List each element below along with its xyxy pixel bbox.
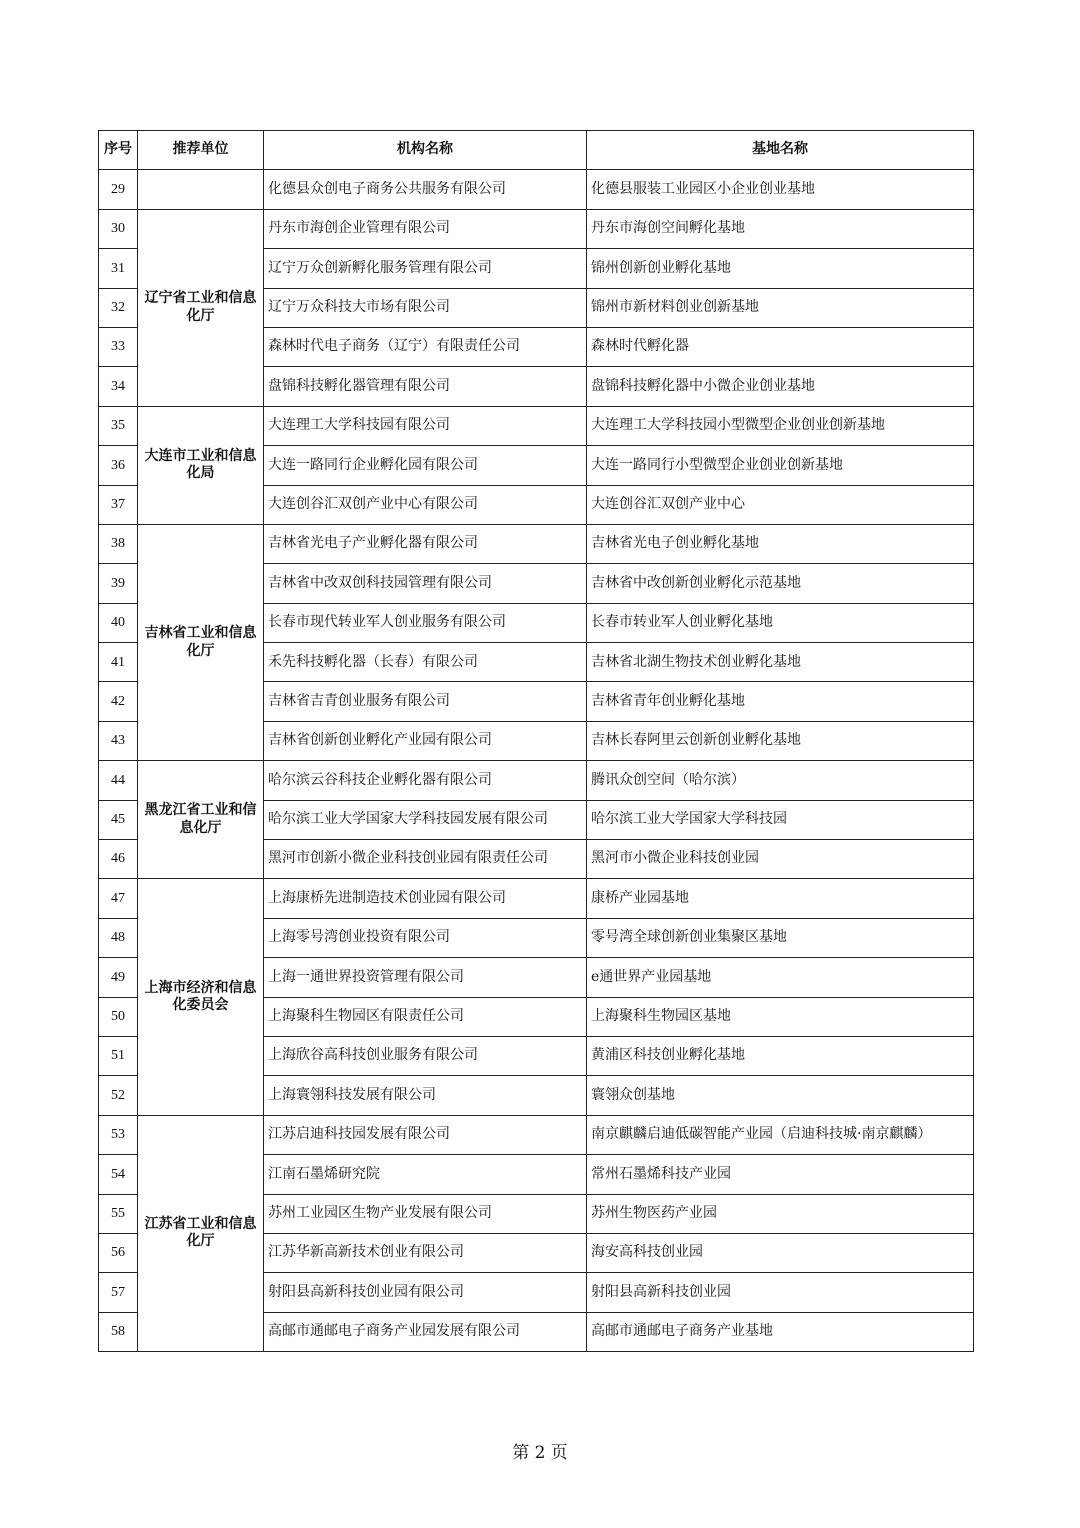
table-row (99, 1115, 974, 1154)
institution-name: 哈尔滨云谷科技企业孵化器有限公司 (264, 761, 587, 800)
institution-name: 辽宁万众创新孵化服务管理有限公司 (264, 249, 587, 288)
recommending-unit: 江苏省工业和信息化厅 (138, 1115, 264, 1351)
base-name: 锦州市新材料创业创新基地 (587, 288, 974, 327)
row-number: 33 (99, 327, 138, 366)
institution-name: 江苏启迪科技园发展有限公司 (264, 1115, 587, 1154)
row-number: 36 (99, 446, 138, 485)
header-org: 机构名称 (264, 131, 587, 170)
institution-name: 上海欣谷高科技创业服务有限公司 (264, 1036, 587, 1075)
base-name: 化德县服装工业园区小企业创业基地 (587, 170, 974, 209)
institution-name: 射阳县高新科技创业园有限公司 (264, 1273, 587, 1312)
table-row (99, 524, 974, 563)
page-number: 第 2 页 (512, 1443, 568, 1463)
institution-name: 上海聚科生物园区有限责任公司 (264, 997, 587, 1036)
institution-name: 吉林省光电子产业孵化器有限公司 (264, 524, 587, 563)
table-row (99, 170, 974, 209)
base-name: 盘锦科技孵化器中小微企业创业基地 (587, 367, 974, 406)
recommending-unit: 上海市经济和信息化委员会 (138, 879, 264, 1115)
base-name: 大连理工大学科技园小型微型企业创业创新基地 (587, 406, 974, 445)
row-number: 51 (99, 1036, 138, 1075)
institution-name: 上海康桥先进制造技术创业园有限公司 (264, 879, 587, 918)
table-header-row (99, 131, 974, 170)
table-row (99, 761, 974, 800)
base-name: 射阳县高新科技创业园 (587, 1273, 974, 1312)
row-number: 40 (99, 603, 138, 642)
base-name: 丹东市海创空间孵化基地 (587, 209, 974, 248)
row-number: 31 (99, 249, 138, 288)
row-number: 46 (99, 840, 138, 879)
base-name: 南京麒麟启迪低碳智能产业园（启迪科技城·南京麒麟） (587, 1115, 974, 1154)
row-number: 32 (99, 288, 138, 327)
table-row (99, 879, 974, 918)
base-name: 吉林省光电子创业孵化基地 (587, 524, 974, 563)
institution-name: 大连创谷汇双创产业中心有限公司 (264, 485, 587, 524)
row-number: 56 (99, 1233, 138, 1272)
row-number: 29 (99, 170, 138, 209)
row-number: 50 (99, 997, 138, 1036)
row-number: 53 (99, 1115, 138, 1154)
base-name: 上海聚科生物园区基地 (587, 997, 974, 1036)
header-no: 序号 (99, 131, 138, 170)
base-name: 常州石墨烯科技产业园 (587, 1155, 974, 1194)
institution-name: 大连理工大学科技园有限公司 (264, 406, 587, 445)
row-number: 35 (99, 406, 138, 445)
institution-table (98, 130, 974, 1352)
recommending-unit: 辽宁省工业和信息化厅 (138, 209, 264, 406)
recommending-unit (138, 170, 264, 209)
row-number: 41 (99, 643, 138, 682)
base-name: 吉林省中改创新创业孵化示范基地 (587, 564, 974, 603)
header-base: 基地名称 (587, 131, 974, 170)
base-name: 长春市转业军人创业孵化基地 (587, 603, 974, 642)
row-number: 38 (99, 524, 138, 563)
recommending-unit: 黑龙江省工业和信息化厅 (138, 761, 264, 879)
recommending-unit: 吉林省工业和信息化厅 (138, 524, 264, 760)
row-number: 55 (99, 1194, 138, 1233)
base-name: 吉林长春阿里云创新创业孵化基地 (587, 721, 974, 760)
table-row (99, 209, 974, 248)
institution-name: 上海一通世界投资管理有限公司 (264, 958, 587, 997)
base-name: 黑河市小微企业科技创业园 (587, 840, 974, 879)
institution-name: 吉林省吉青创业服务有限公司 (264, 682, 587, 721)
institution-name: 吉林省中改双创科技园管理有限公司 (264, 564, 587, 603)
recommending-unit: 大连市工业和信息化局 (138, 406, 264, 524)
base-name: 锦州创新创业孵化基地 (587, 249, 974, 288)
institution-name: 大连一路同行企业孵化园有限公司 (264, 446, 587, 485)
institution-name: 高邮市通邮电子商务产业园发展有限公司 (264, 1312, 587, 1351)
institution-name: 辽宁万众科技大市场有限公司 (264, 288, 587, 327)
row-number: 43 (99, 721, 138, 760)
institution-name: 丹东市海创企业管理有限公司 (264, 209, 587, 248)
base-name: 海安高科技创业园 (587, 1233, 974, 1272)
base-name: 大连创谷汇双创产业中心 (587, 485, 974, 524)
header-unit: 推荐单位 (138, 131, 264, 170)
row-number: 57 (99, 1273, 138, 1312)
institution-name: 上海寰翎科技发展有限公司 (264, 1076, 587, 1115)
base-name: 零号湾全球创新创业集聚区基地 (587, 918, 974, 957)
institution-name: 哈尔滨工业大学国家大学科技园发展有限公司 (264, 800, 587, 839)
row-number: 30 (99, 209, 138, 248)
row-number: 49 (99, 958, 138, 997)
base-name: 高邮市通邮电子商务产业基地 (587, 1312, 974, 1351)
base-name: 吉林省青年创业孵化基地 (587, 682, 974, 721)
row-number: 37 (99, 485, 138, 524)
row-number: 42 (99, 682, 138, 721)
table-row (99, 406, 974, 445)
row-number: 48 (99, 918, 138, 957)
base-name: 吉林省北湖生物技术创业孵化基地 (587, 643, 974, 682)
base-name: 苏州生物医药产业园 (587, 1194, 974, 1233)
institution-name: 森林时代电子商务（辽宁）有限责任公司 (264, 327, 587, 366)
base-name: e通世界产业园基地 (587, 958, 974, 997)
base-name: 康桥产业园基地 (587, 879, 974, 918)
institution-name: 江苏华新高新技术创业有限公司 (264, 1233, 587, 1272)
institution-name: 盘锦科技孵化器管理有限公司 (264, 367, 587, 406)
base-name: 腾讯众创空间（哈尔滨） (587, 761, 974, 800)
institution-name: 化德县众创电子商务公共服务有限公司 (264, 170, 587, 209)
row-number: 34 (99, 367, 138, 406)
row-number: 52 (99, 1076, 138, 1115)
table-body (99, 170, 974, 1352)
institution-name: 苏州工业园区生物产业发展有限公司 (264, 1194, 587, 1233)
institution-name: 黑河市创新小微企业科技创业园有限责任公司 (264, 840, 587, 879)
row-number: 58 (99, 1312, 138, 1351)
institution-name: 上海零号湾创业投资有限公司 (264, 918, 587, 957)
base-name: 大连一路同行小型微型企业创业创新基地 (587, 446, 974, 485)
base-name: 哈尔滨工业大学国家大学科技园 (587, 800, 974, 839)
row-number: 39 (99, 564, 138, 603)
base-name: 黄浦区科技创业孵化基地 (587, 1036, 974, 1075)
row-number: 44 (99, 761, 138, 800)
row-number: 47 (99, 879, 138, 918)
row-number: 54 (99, 1155, 138, 1194)
institution-name: 禾先科技孵化器（长春）有限公司 (264, 643, 587, 682)
row-number: 45 (99, 800, 138, 839)
institution-name: 吉林省创新创业孵化产业园有限公司 (264, 721, 587, 760)
institution-name: 长春市现代转业军人创业服务有限公司 (264, 603, 587, 642)
base-name: 寰翎众创基地 (587, 1076, 974, 1115)
base-name: 森林时代孵化器 (587, 327, 974, 366)
institution-name: 江南石墨烯研究院 (264, 1155, 587, 1194)
